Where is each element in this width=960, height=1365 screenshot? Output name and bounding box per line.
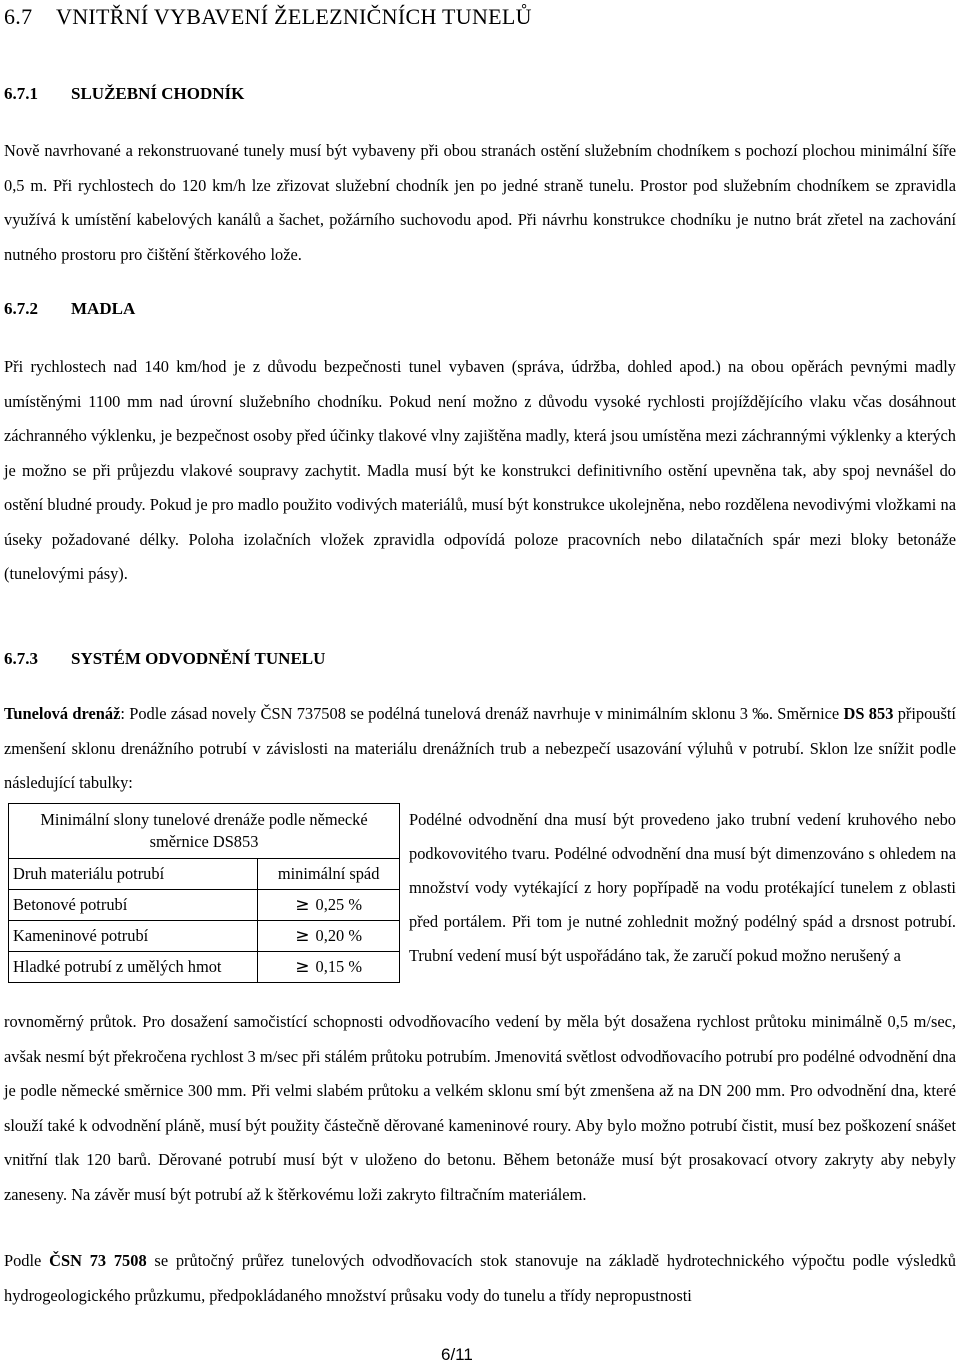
table-cell-slope: ≥ 0,20 % (258, 921, 400, 952)
term-tunnel-drainage: Tunelová drenáž (4, 704, 121, 723)
paragraph-drainage-continued: rovnoměrný průtok. Pro dosažení samočistící schopnosti odvodňovacího vedení by měla být dosažena rychlost průtoku minimálně 0,5 m/sec, avšak nesmí být překročena rychlost 3 m/sec při stálém průtoku potrubím. Jmenovitá světlost odvodňovacího potrubí pro podélné odvodnění dna je podle německé směrnice 300 mm. Při velmi slabém průtoku a velkém sklonu smí být zmenšena až na DN 200 mm. Pro odvodnění dna, které slouží také k odvodnění pláně, musí být použity částečně děrované kameninové roury. Aby bylo možno potrubí čistit, musí bez poškození snášet vnitřní tlak 120 barů. Děrované potrubí musí být v uloženo do betonu. Během betonáže musí být prosakovací otvory zakryty aby nebyly zaneseny. Na závěr musí být potrubí až k štěrkovému loži zakryto filtračním materiálem. (4, 1012, 956, 1204)
section-heading-drainage (4, 649, 325, 669)
page-number: 6/11 (441, 1345, 473, 1364)
section-number: 6.7.2 (4, 299, 38, 318)
table-cell-material: Kameninové potrubí (9, 921, 258, 952)
section-heading-walkway (4, 84, 244, 104)
table-header-material: Druh materiálu potrubí (9, 859, 258, 890)
section-title: SYSTÉM ODVODNĚNÍ TUNELU (71, 649, 326, 668)
paragraph-csn-standard: Podle ČSN 73 7508 se průtočný průřez tunelových odvodňovacích stok stanovuje na základě hydrotechnického výpočtu podle výsledků hydrogeologického průzkumu, předpokládaného množství průsaku vody do tunelu a třídy nepropustnosti (4, 1251, 956, 1305)
section-number: 6.7.1 (4, 84, 38, 103)
paragraph-drainage-intro: Tunelová drenáž: Podle zásad novely ČSN 737508 se podélná tunelová drenáž navrhuje v minimálním sklonu 3 ‰. Směrnice DS 853 připouští zmenšení sklonu drenážního potrubí v závislosti na materiálu drenážních trub a nebezpečí usazování výluhů v potrubí. Sklon lze snížit podle následující tabulky: (4, 704, 956, 792)
chapter-number: 6.7 (4, 4, 33, 29)
section-title: MADLA (71, 299, 136, 318)
term-csn-737508: ČSN 73 7508 (49, 1251, 147, 1270)
section-number: 6.7.3 (4, 649, 38, 668)
table-header-slope: minimální spád (258, 859, 400, 890)
table-cell-material: Hladké potrubí z umělých hmot (9, 952, 258, 983)
table-row (9, 921, 400, 952)
section-heading-handrails (4, 299, 135, 319)
section-title: SLUŽEBNÍ CHODNÍK (71, 84, 245, 103)
table-header-row (9, 859, 400, 890)
table-title: Minimální slony tunelové drenáže podle německé směrnice DS853 (9, 804, 400, 859)
chapter-title: VNITŘNÍ VYBAVENÍ ŽELEZNIČNÍCH TUNELŮ (56, 4, 532, 29)
paragraph-handrails: Při rychlostech nad 140 km/hod je z důvodu bezpečnosti tunel vybaven (správa, údržba, dohled apod.) na obou opěrách pevnými madly umístěnými 1100 mm nad úrovní služebního chodníku. Pokud není možno z důvodu vysoké rychlosti projíždějícího vlaku včas dosáhnout záchranného výklenku, je bezpečnost osoby před účinky tlakové vlny zajištěna madly, která jsou umístěna mezi záchrannými výklenky a kterých je možno se při průjezdu vlakové soupravy zachytit. Madla musí být ke konstrukci definitivního ostění upevněna tak, aby spoj nevnášel do ostění bludné proudy. Pokud je pro madlo použito vodivých materiálů, musí být konstrukce ukolejněna, nebo rozdělena nevodivými vložkami na úseky požadované délky. Poloha izolačních vložek zpravidla odpovídá poloze pracovních nebo dilatačních spár mezi bloky betonáže (tunelovými pásy). (4, 357, 956, 583)
paragraph-drainage-side: Podélné odvodnění dna musí být provedeno jako trubní vedení kruhového nebo podkovovitého tvaru. Podélné odvodnění dna musí být dimenzováno s ohledem na množství vody vytékající z hory popřípadě na vodu protékající tunelem z oblasti před portálem. Při tom je nutné zohlednit možný podélný spád a drsnost potrubí. Trubní vedení musí být uspořádáno tak, že zaručí pokud možno nerušený a (409, 810, 956, 965)
table-row (9, 952, 400, 983)
table-cell-slope: ≥ 0,15 % (258, 952, 400, 983)
paragraph-walkway: Nově navrhované a rekonstruované tunely musí být vybaveny při obou stranách ostění služebním chodníkem s pochozí plochou minimální šíře 0,5 m. Při rychlostech do 120 km/h lze zřizovat služební chodník jen po jedné straně tunelu. Prostor pod služebním chodníkem se zpravidla využívá k umístění kabelových kanálů a šachet, požárního suchovodu apod. Při návrhu konstrukce chodníku je nutno brát zřetel na zachování nutného prostoru pro čištění štěrkového lože. (4, 141, 956, 264)
table-cell-material: Betonové potrubí (9, 890, 258, 921)
table-cell-slope: ≥ 0,25 % (258, 890, 400, 921)
greater-equal-icon: ≥ (295, 895, 310, 915)
term-ds853: DS 853 (843, 704, 894, 723)
chapter-heading (4, 4, 532, 30)
greater-equal-icon: ≥ (295, 926, 310, 946)
drainage-slope-table (8, 803, 400, 983)
greater-equal-icon: ≥ (295, 957, 310, 977)
table-row (9, 890, 400, 921)
